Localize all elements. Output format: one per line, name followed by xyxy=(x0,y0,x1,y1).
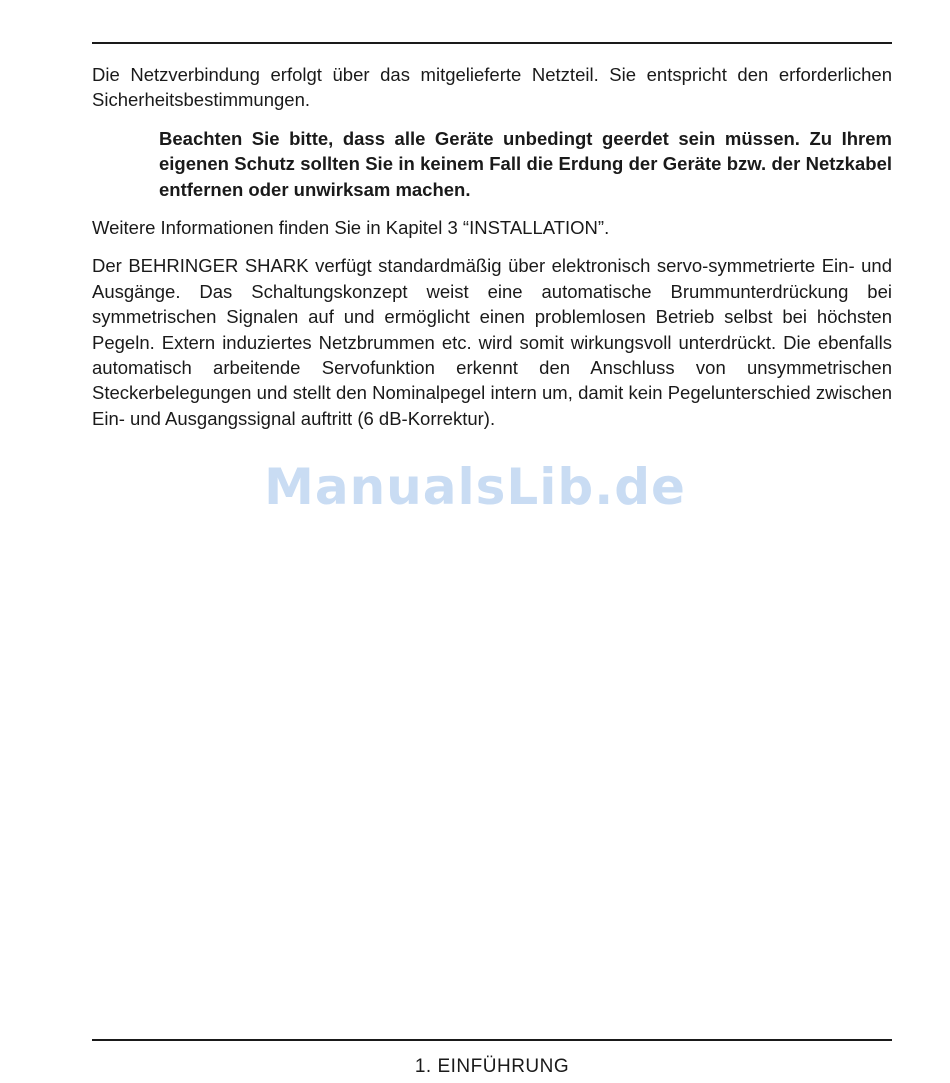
top-divider xyxy=(92,42,892,44)
safety-note: Beachten Sie bitte, dass alle Geräte unbedingt geerdet sein müssen. Zu Ihrem eigenen Schutz sollten Sie in keinem Fall die Erdung der Geräte bzw. der Netzkabel entfernen oder unwirksam machen. xyxy=(159,127,892,200)
paragraph-power-connection: Die Netzverbindung erfolgt über das mitgelieferte Netzteil. Sie entspricht den erforderlichen Sicherheitsbestimmungen. xyxy=(92,64,892,111)
bottom-divider xyxy=(92,1039,892,1041)
paragraph-servo-symmetric: Der BEHRINGER SHARK verfügt standardmäßig über elektronisch servo-symmetrierte Ein- und Ausgänge. Das Schaltungskonzept weist eine automatische Brummunterdrückung bei symmetrischen Signalen auf und ermöglicht einen problemlosen Betrieb selbst bei höchsten Pegeln. Extern induziertes Netzbrummen etc. wird somit wirkungsvoll unterdrückt. Die ebenfalls automatisch arbeitende Servofunktion erkennt den Anschluss von unsymmetrischen Steckerbelegungen und stellt den Nominalpegel intern um, damit kein Pegelunterschied zwischen Ein- und Ausgangssignal auftritt (6 dB-Korrektur). xyxy=(92,255,892,429)
chapter-footer: 1. EINFÜHRUNG xyxy=(414,1056,570,1077)
page-body xyxy=(92,62,892,444)
paragraph-installation-reference: Weitere Informationen finden Sie in Kapitel 3 “INSTALLATION”. xyxy=(92,217,610,239)
watermark-logo: ManualsLib.de xyxy=(264,458,686,516)
